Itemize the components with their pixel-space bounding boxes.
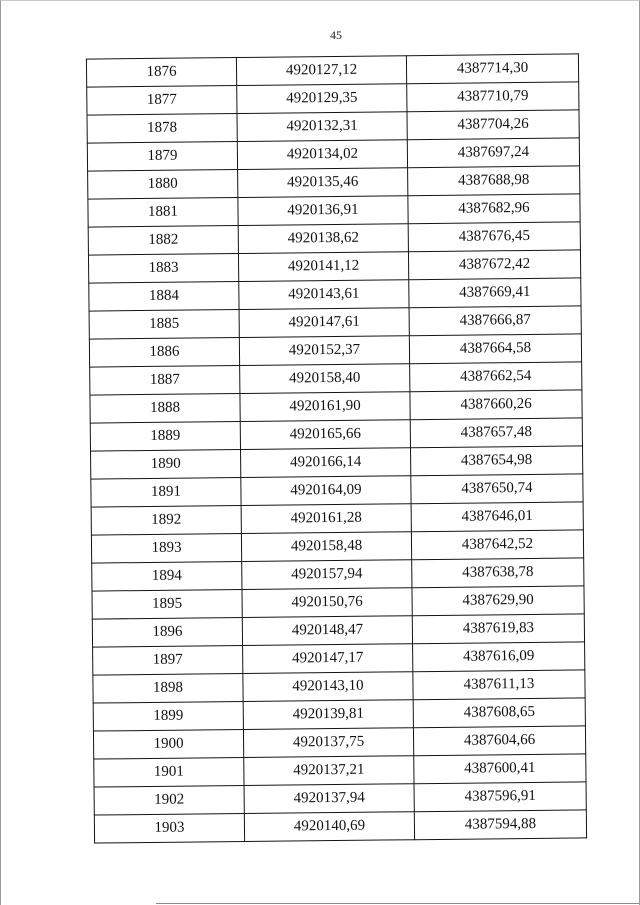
table-row (91, 446, 583, 479)
coord-y-cell: 4387714,30 (406, 54, 578, 84)
point-number-cell: 1877 (87, 86, 237, 116)
point-number-cell: 1895 (92, 589, 242, 619)
point-number-cell: 1893 (91, 533, 241, 563)
coord-x-cell: 4920140,69 (244, 812, 414, 842)
point-number-cell: 1883 (88, 254, 238, 284)
coord-y-cell: 4387682,96 (408, 194, 580, 224)
table-row (86, 54, 578, 87)
coord-x-cell: 4920165,66 (240, 420, 410, 450)
coord-x-cell: 4920161,28 (241, 504, 411, 534)
coord-x-cell: 4920150,76 (242, 588, 412, 618)
point-number-cell: 1898 (93, 673, 243, 703)
point-number-cell: 1892 (91, 505, 241, 535)
table-row (88, 222, 580, 255)
point-number-cell: 1894 (92, 561, 242, 591)
point-number-cell: 1902 (94, 785, 244, 815)
coord-x-cell: 4920132,31 (237, 112, 407, 142)
coord-y-cell: 4387672,42 (408, 250, 580, 280)
table-row (88, 194, 580, 227)
coord-y-cell: 4387638,78 (412, 558, 584, 588)
coord-x-cell: 4920147,17 (243, 644, 413, 674)
coord-x-cell: 4920143,61 (239, 280, 409, 310)
point-number-cell: 1881 (88, 198, 238, 228)
table-row (94, 810, 586, 843)
table-row (93, 726, 585, 759)
coord-x-cell: 4920152,37 (239, 336, 409, 366)
table-row (87, 82, 579, 115)
page-number: 45 (330, 28, 342, 42)
coordinates-table (86, 53, 587, 843)
point-number-cell: 1888 (90, 394, 240, 424)
coord-x-cell: 4920161,90 (240, 392, 410, 422)
table-row (90, 418, 582, 451)
table-row (93, 642, 585, 675)
table-row (94, 782, 586, 815)
coord-x-cell: 4920137,21 (244, 756, 414, 786)
coord-y-cell: 4387600,41 (414, 754, 586, 784)
point-number-cell: 1880 (88, 170, 238, 200)
point-number-cell: 1903 (94, 813, 244, 843)
coord-x-cell: 4920137,75 (243, 728, 413, 758)
point-number-cell: 1876 (86, 58, 236, 88)
coord-y-cell: 4387704,26 (407, 110, 579, 140)
point-number-cell: 1885 (89, 310, 239, 340)
coord-y-cell: 4387688,98 (408, 166, 580, 196)
table-row (88, 250, 580, 283)
coord-y-cell: 4387654,98 (411, 446, 583, 476)
coord-x-cell: 4920147,61 (239, 308, 409, 338)
coord-x-cell: 4920158,48 (241, 532, 411, 562)
table-row (92, 586, 584, 619)
point-number-cell: 1899 (93, 701, 243, 731)
coord-y-cell: 4387616,09 (413, 642, 585, 672)
coord-x-cell: 4920139,81 (243, 700, 413, 730)
coord-x-cell: 4920143,10 (243, 672, 413, 702)
table-row (90, 390, 582, 423)
point-number-cell: 1901 (94, 757, 244, 787)
coord-y-cell: 4387629,90 (412, 586, 584, 616)
coord-y-cell: 4387594,88 (414, 810, 586, 840)
table-row (92, 558, 584, 591)
point-number-cell: 1900 (93, 729, 243, 759)
coord-y-cell: 4387666,87 (409, 306, 581, 336)
table-row (92, 614, 584, 647)
table-row (93, 698, 585, 731)
coord-x-cell: 4920166,14 (241, 448, 411, 478)
coord-y-cell: 4387710,79 (407, 82, 579, 112)
coord-x-cell: 4920158,40 (240, 364, 410, 394)
coord-x-cell: 4920138,62 (238, 224, 408, 254)
coord-y-cell: 4387608,65 (413, 698, 585, 728)
table-row (87, 138, 579, 171)
coord-x-cell: 4920127,12 (236, 56, 406, 86)
table-row (89, 306, 581, 339)
scan-edge-line (156, 903, 640, 904)
point-number-cell: 1889 (90, 422, 240, 452)
coord-x-cell: 4920134,02 (237, 140, 407, 170)
point-number-cell: 1878 (87, 114, 237, 144)
coord-y-cell: 4387662,54 (410, 362, 582, 392)
coord-y-cell: 4387642,52 (411, 530, 583, 560)
coord-y-cell: 4387660,26 (410, 390, 582, 420)
coord-x-cell: 4920135,46 (238, 168, 408, 198)
table-row (87, 110, 579, 143)
table-row (88, 166, 580, 199)
point-number-cell: 1897 (93, 645, 243, 675)
coord-y-cell: 4387657,48 (410, 418, 582, 448)
table-row (93, 670, 585, 703)
coordinates-table-container (86, 53, 586, 842)
coord-x-cell: 4920157,94 (242, 560, 412, 590)
coord-y-cell: 4387596,91 (414, 782, 586, 812)
coord-x-cell: 4920136,91 (238, 196, 408, 226)
table-row (91, 530, 583, 563)
point-number-cell: 1884 (89, 282, 239, 312)
table-row (90, 362, 582, 395)
coord-y-cell: 4387650,74 (411, 474, 583, 504)
point-number-cell: 1896 (92, 617, 242, 647)
table-row (89, 334, 581, 367)
coord-x-cell: 4920137,94 (244, 784, 414, 814)
coord-x-cell: 4920148,47 (242, 616, 412, 646)
coord-y-cell: 4387646,01 (411, 502, 583, 532)
coord-x-cell: 4920164,09 (241, 476, 411, 506)
coord-y-cell: 4387664,58 (409, 334, 581, 364)
table-row (94, 754, 586, 787)
coord-y-cell: 4387676,45 (408, 222, 580, 252)
coord-x-cell: 4920141,12 (238, 252, 408, 282)
table-row (91, 474, 583, 507)
point-number-cell: 1879 (87, 142, 237, 172)
point-number-cell: 1890 (91, 450, 241, 480)
point-number-cell: 1887 (90, 366, 240, 396)
coord-x-cell: 4920129,35 (237, 84, 407, 114)
table-row (89, 278, 581, 311)
point-number-cell: 1891 (91, 477, 241, 507)
coord-y-cell: 4387604,66 (413, 726, 585, 756)
coord-y-cell: 4387619,83 (412, 614, 584, 644)
table-row (91, 502, 583, 535)
point-number-cell: 1882 (88, 226, 238, 256)
coord-y-cell: 4387669,41 (409, 278, 581, 308)
coord-y-cell: 4387697,24 (407, 138, 579, 168)
point-number-cell: 1886 (89, 338, 239, 368)
coord-y-cell: 4387611,13 (413, 670, 585, 700)
